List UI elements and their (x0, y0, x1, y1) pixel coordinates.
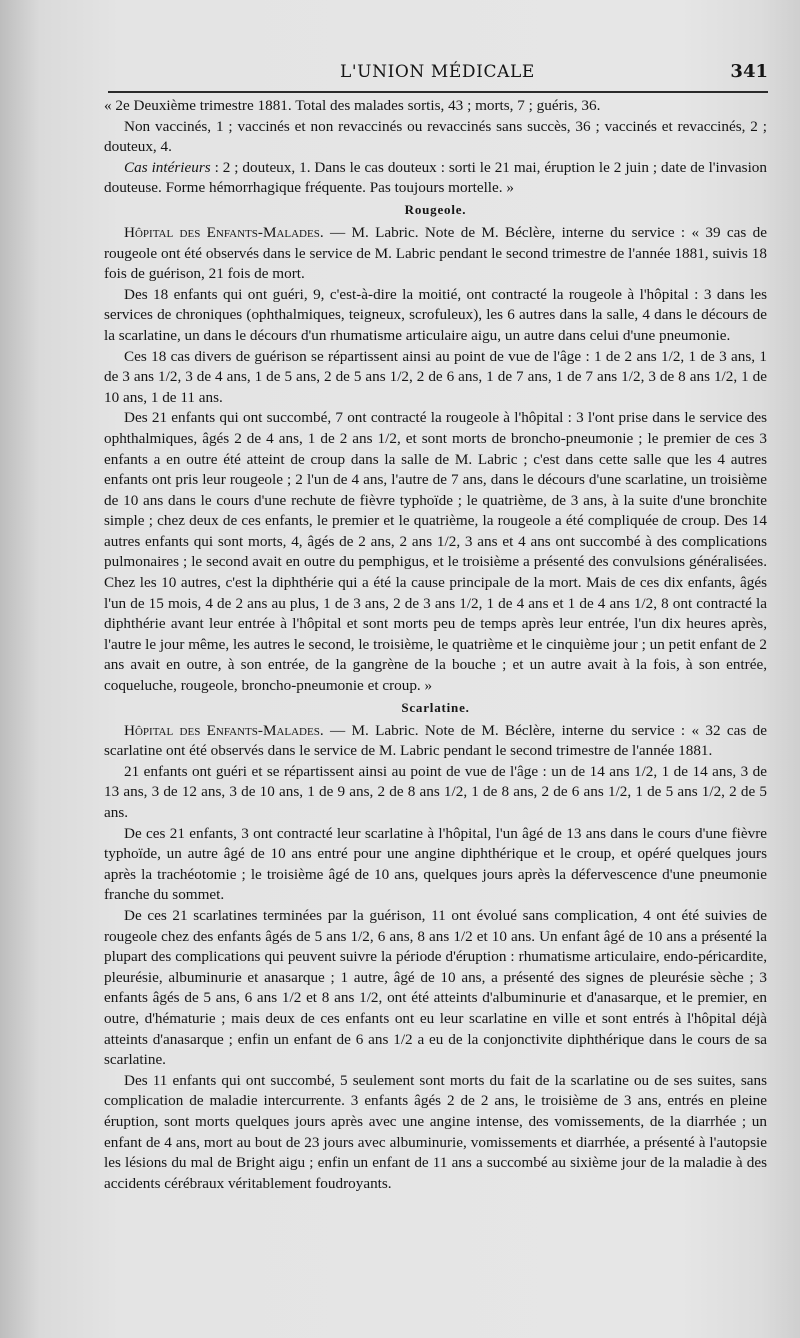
paragraph (104, 158, 767, 199)
paragraph-text: — M. Labric. Note de M. Béclère, interne du service : « 39 cas de rougeole ont été observés dans le service de M. Labric pendant le second trimestre de l'année 1881, suivis 18 fois de guérison, 21 fois de mort. (104, 223, 767, 283)
paragraph: « 2e Deuxième trimestre 1881. Total des malades sortis, 43 ; morts, 7 ; guéris, 36. (104, 97, 601, 114)
article-body (104, 96, 767, 1194)
page-number: 341 (730, 61, 768, 82)
inline-label: Cas intérieurs (124, 158, 211, 176)
section-title-rougeole: Rougeole. (404, 201, 467, 217)
paragraph (104, 223, 767, 285)
paragraph: De ces 21 enfants, 3 ont contracté leur scarlatine à l'hôpital, l'un âgé de 13 ans dans le cours d'une fièvre typhoïde, un autre âgé de 10 ans entré pour une angine diphthérique et le croup, et opéré quelques jours après la trachéotomie ; le troisième âgé de 10 ans, quelques jours après la défervescence d'une pneumonie franche du sommet. (104, 824, 767, 904)
paragraph-text: : 2 ; douteux, 1. Dans le cas douteux : sorti le 21 mai, éruption le 2 juin ; date de l'invasion douteuse. Forme hémorrhagique fréquente. Pas toujours mortelle. » (104, 158, 767, 197)
paragraph (104, 721, 767, 762)
paragraph: Des 11 enfants qui ont succombé, 5 seulement sont morts du fait de la scarlatine ou de ses suites, sans complication de maladie intercurrente. 3 enfants âgés 2 de 2 ans, le troisième de 3 ans, entrés en pleine éruption, sont morts quelques jours après avec une angine intense, des vomissements, de la diarrhée ; un enfant de 4 ans, mort au bout de 23 jours avec albuminurie, vomissements et diarrhée, a présenté à l'autopsie les lésions du mal de Bright aigu ; enfin un enfant de 11 ans a succombé au sixième jour de la maladie à des accidents cérébraux véritablement foudroyants. (104, 1071, 767, 1192)
running-title: L'UNION MÉDICALE (340, 62, 535, 82)
hospital-name: Hôpital des Enfants-Malades. (124, 721, 324, 739)
paragraph-text: — M. Labric. Note de M. Béclère, interne du service : « 32 cas de scarlatine ont été observés dans le service de M. Labric pendant le second trimestre de l'année 1881. (104, 721, 767, 760)
paragraph: Ces 18 cas divers de guérison se répartissent ainsi au point de vue de l'âge : 1 de 2 ans 1/2, 1 de 3 ans, 1 de 3 ans 1/2, 3 de 4 ans, 1 de 5 ans, 2 de 5 ans 1/2, 2 de 6 ans, 1 de 7 ans, 1 de 7 ans 1/2, 3 de 8 ans 1/2, 1 de 10 ans, 1 de 11 ans. (104, 347, 767, 406)
paragraph: 21 enfants ont guéri et se répartissent ainsi au point de vue de l'âge : un de 14 ans 1/2, 1 de 14 ans, 3 de 13 ans, 3 de 12 ans, 3 de 10 ans, 1 de 9 ans, 2 de 8 ans 1/2, 1 de 8 ans, 2 de 6 ans 1/2, 1 de 5 ans 1/2, 2 de 5 ans. (104, 762, 767, 821)
paragraph: De ces 21 scarlatines terminées par la guérison, 11 ont évolué sans complication, 4 ont été suivies de rougeole chez des enfants âgés de 5 ans 1/2, 6 ans, 8 ans 1/2 et 10 ans. Un enfant âgé de 10 ans a présenté la plupart des complications qui peuvent suivre la période d'éruption : rhumatisme articulaire, endo-péricardite, pleurésie, albuminurie et anasarque ; 1 autre, âgé de 10 ans, a présenté des signes de pleurésie sèche ; 3 enfants âgés de 5 ans, 6 ans 1/2 et 8 ans 1/2, ont été atteints d'albuminurie et d'anasarque, et le premier, en outre, d'hématurie ; mais deux de ces enfants ont eu leur scarlatine en ville et sont entrés à l'hôpital déjà atteints d'anasarque ; enfin un enfant de 6 ans 1/2 a eu de la conjonctivite diphthérique dans le cours de sa scarlatine. (104, 906, 767, 1069)
paragraph: Des 18 enfants qui ont guéri, 9, c'est-à-dire la moitié, ont contracté la rougeole à l'hôpital : 3 dans les services de chroniques (ophthalmiques, teigneux, scrofuleux), les 6 autres dans la salle, 4 dans le décours de la scarlatine, un dans le décours d'un rhumatisme articulaire aigu, un autre dans celui d'une pneumonie. (104, 285, 767, 344)
paragraph: Des 21 enfants qui ont succombé, 7 ont contracté la rougeole à l'hôpital : 3 l'ont prise dans le service des ophthalmiques, âgés 2 de 4 ans, 1 de 2 ans 1/2, et sont morts de broncho-pneumonie ; le premier de ces 3 enfants a en outre été atteint de croup dans la salle de M. Labric ; c'est dans cette salle que les 4 autres enfants ont pris leur rougeole ; 2 l'un de 4 ans, l'autre de 7 ans, dans le décours d'une scarlatine, un troisième de 10 ans dans le cours d'une rechute de fièvre typhoïde ; le quatrième, de 3 ans, à la suite d'une bronchite simple ; chez deux de ces enfants, le premier et le quatrième, la rougeole a été compliquée de croup. Des 14 autres enfants qui sont morts, 4, âgés de 2 ans, 2 ans 1/2, 3 ans et 4 ans ont succombé à des complications pulmonaires ; le second avait en outre du pemphigus, et le troisième a présenté des convulsions généralisées. Chez les 10 autres, c'est la diphthérie qui a été la cause principale de la mort. Mais de ces dix enfants, âgés l'un de 15 mois, 4 de 2 ans au plus, 1 de 3 ans, 2 de 3 ans 1/2, 1 de 4 ans et 1 de 4 ans 1/2, 8 ont contracté la diphthérie avant leur entrée à l'hôpital et sont morts peu de temps après leur entrée, l'un dix heures après, l'autre le jour même, les autres le second, le troisième, le quatrième et le cinquième jour ; un petit enfant de 2 ans avait en outre, à son entrée, de la gangrène de la bouche ; et un autre avait à la fois, à son entrée, coqueluche, rougeole, broncho-pneumonie et croup. » (104, 409, 767, 695)
page-header (108, 58, 768, 88)
paragraph: Non vaccinés, 1 ; vaccinés et non revaccinés ou revaccinés sans succès, 36 ; vaccinés et revaccinés, 2 ; douteux, 4. (104, 117, 767, 156)
header-rule (108, 91, 768, 93)
hospital-name: Hôpital des Enfants-Malades. (124, 223, 324, 241)
section-title-scarlatine: Scarlatine. (401, 699, 470, 715)
